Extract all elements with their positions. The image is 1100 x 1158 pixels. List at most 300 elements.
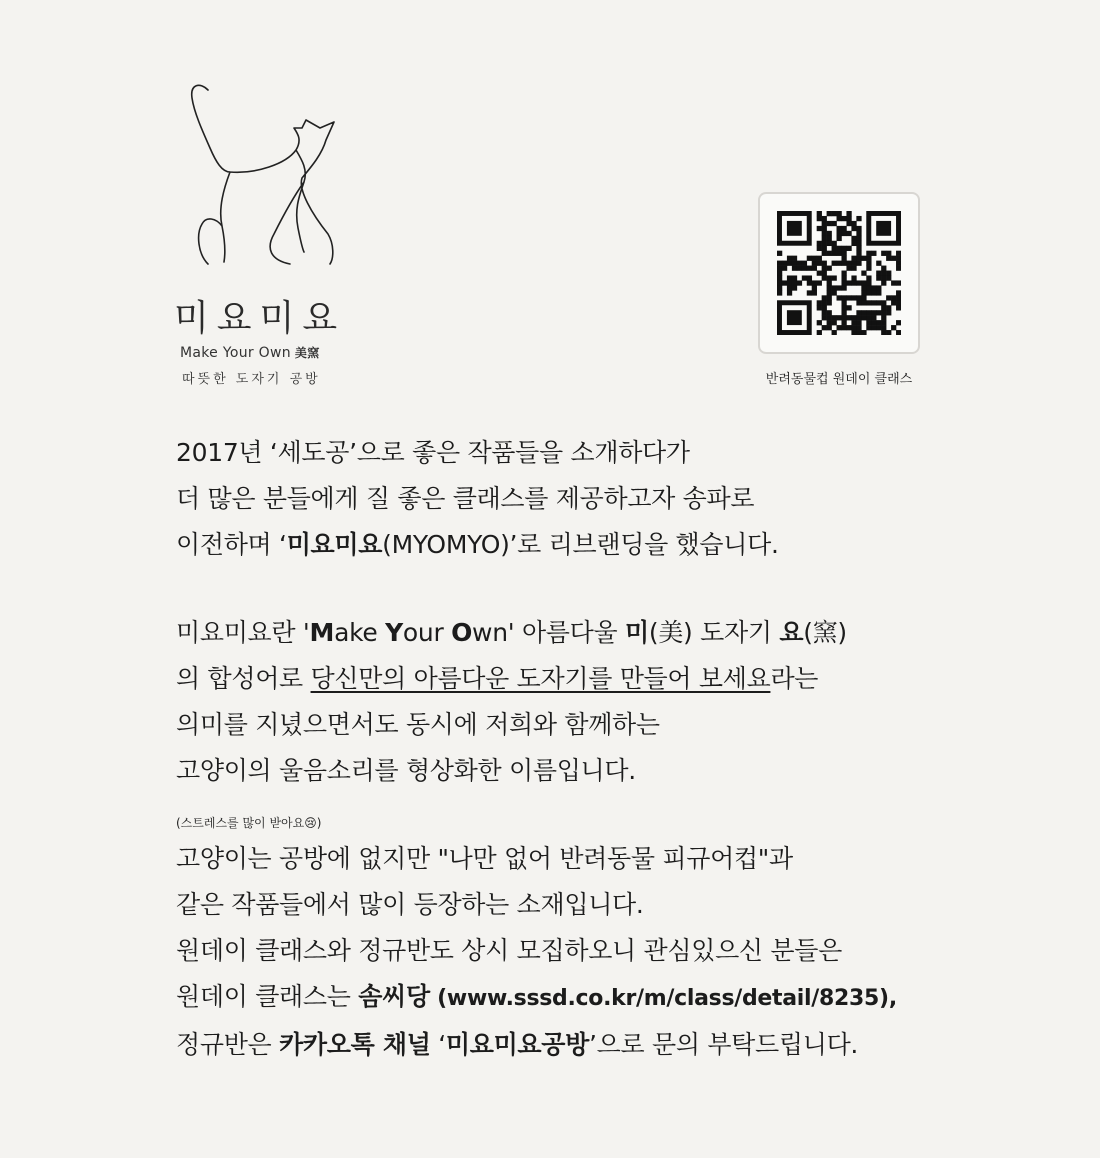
qr-module: [851, 330, 856, 335]
qr-module: [871, 320, 876, 325]
text-span: 이전하며 ‘: [176, 530, 287, 559]
qr-code-icon[interactable]: [777, 211, 901, 335]
text-span: (窯): [803, 618, 847, 647]
brand-tagline-hanja: 美窯: [294, 346, 320, 360]
qr-module: [851, 241, 856, 246]
qr-module: [866, 280, 871, 285]
qr-module: [891, 295, 896, 300]
qr-module: [861, 271, 866, 276]
qr-module: [827, 241, 832, 246]
qr-module: [876, 290, 881, 295]
qr-module: [896, 290, 901, 295]
qr-module: [827, 231, 832, 236]
qr-module: [822, 271, 827, 276]
qr-module: [896, 330, 901, 335]
qr-module: [881, 320, 886, 325]
qr-module: [841, 256, 846, 261]
qr-module: [871, 325, 876, 330]
qr-module: [891, 300, 896, 305]
qr-module: [782, 261, 787, 266]
class-info-line: [176, 974, 897, 1022]
qr-module: [792, 256, 797, 261]
brand-tagline-en-text: Make Your Own: [180, 345, 291, 361]
qr-module: [881, 280, 886, 285]
qr-module: [792, 275, 797, 280]
qr-module: [827, 325, 832, 330]
qr-module: [817, 300, 822, 305]
qr-module: [866, 315, 871, 320]
qr-module: [777, 280, 782, 285]
text-span: ake: [334, 618, 386, 647]
stress-note: (스트레스를 많이 받아요😢): [176, 816, 322, 830]
qr-module: [827, 236, 832, 241]
qr-module: [856, 241, 861, 246]
qr-module: [866, 251, 871, 256]
bold-letter: O: [451, 618, 473, 647]
class-info-paragraph: [176, 836, 897, 1068]
qr-module: [837, 251, 842, 256]
qr-module: [832, 320, 837, 325]
qr-module: [787, 256, 792, 261]
qr-module: [856, 320, 861, 325]
qr-module: [846, 216, 851, 221]
qr-module: [856, 251, 861, 256]
qr-module: [832, 275, 837, 280]
qr-module: [817, 211, 822, 216]
qr-module: [851, 256, 856, 261]
qr-module: [827, 310, 832, 315]
qr-module: [777, 251, 782, 256]
text-span: (MYOMYO)’로 리브랜딩을 했습니다.: [382, 530, 779, 559]
qr-module: [817, 330, 822, 335]
class-info-line: 같은 작품들에서 많이 등장하는 소재입니다.: [176, 890, 644, 919]
qr-module: [812, 280, 817, 285]
qr-module: [837, 216, 842, 221]
qr-module: [822, 325, 827, 330]
qr-module: [856, 280, 861, 285]
qr-module: [841, 295, 846, 300]
qr-module: [846, 231, 851, 236]
qr-module: [787, 261, 792, 266]
qr-module: [777, 271, 782, 276]
qr-module: [837, 246, 842, 251]
qr-module: [841, 261, 846, 266]
qr-module: [832, 285, 837, 290]
qr-module: [876, 275, 881, 280]
bold-letter: M: [309, 618, 335, 647]
qr-module: [886, 271, 891, 276]
qr-module: [822, 226, 827, 231]
qr-module: [792, 261, 797, 266]
qr-module: [817, 261, 822, 266]
qr-module: [871, 315, 876, 320]
platform-name: 솜씨당: [358, 982, 430, 1011]
class-info-line: 고양이는 공방에 없지만 "나만 없어 반려동물 피규어컵"과: [176, 844, 793, 873]
qr-module: [861, 330, 866, 335]
qr-module: [841, 271, 846, 276]
line-drawing-cat-icon: [170, 78, 370, 278]
qr-module: [866, 300, 871, 305]
meaning-line: 고양이의 울음소리를 형상화한 이름입니다.: [176, 756, 636, 785]
qr-module: [827, 251, 832, 256]
qr-module: [861, 295, 866, 300]
kakao-channel: 카카오톡 채널: [279, 1030, 431, 1059]
qr-module: [822, 310, 827, 315]
class-url-link[interactable]: (www.sssd.co.kr/m/class/detail/8235),: [429, 986, 897, 1011]
qr-module: [871, 251, 876, 256]
qr-module: [876, 320, 881, 325]
qr-module: [866, 320, 871, 325]
qr-module: [837, 261, 842, 266]
qr-module: [822, 315, 827, 320]
qr-module: [851, 315, 856, 320]
qr-module: [896, 280, 901, 285]
qr-module: [881, 300, 886, 305]
qr-module: [841, 325, 846, 330]
qr-module: [782, 280, 787, 285]
qr-module: [822, 261, 827, 266]
qr-module: [896, 295, 901, 300]
qr-module: [851, 226, 856, 231]
qr-module: [827, 290, 832, 295]
qr-module: [871, 290, 876, 295]
qr-module: [827, 285, 832, 290]
qr-module: [832, 330, 837, 335]
qr-module: [886, 256, 891, 261]
qr-module: [866, 275, 871, 280]
text-span: our: [402, 618, 452, 647]
text-span: 의 합성어로: [176, 664, 311, 693]
qr-module: [876, 285, 881, 290]
qr-module: [787, 310, 802, 325]
qr-module: [827, 275, 832, 280]
qr-module: [822, 216, 827, 221]
qr-module: [822, 300, 827, 305]
qr-module: [797, 280, 802, 285]
qr-module: [881, 266, 886, 271]
meaning-line: 의미를 지녔으면서도 동시에 저희와 함께하는: [176, 710, 660, 739]
qr-module: [846, 266, 851, 271]
qr-module: [837, 285, 842, 290]
qr-module: [812, 285, 817, 290]
qr-module: [787, 221, 802, 236]
qr-module: [876, 300, 881, 305]
qr-module: [861, 280, 866, 285]
qr-module: [822, 221, 827, 226]
qr-module: [822, 275, 827, 280]
qr-module: [827, 211, 832, 216]
qr-module: [856, 216, 861, 221]
qr-module: [841, 310, 846, 315]
qr-module: [832, 315, 837, 320]
qr-module: [807, 266, 812, 271]
qr-module: [787, 285, 792, 290]
qr-module: [807, 280, 812, 285]
qr-module: [817, 305, 822, 310]
intro-line: 2017년 ‘세도공’으로 좋은 작품들을 소개하다가: [176, 438, 690, 467]
qr-module: [841, 320, 846, 325]
qr-module: [896, 266, 901, 271]
qr-module: [792, 280, 797, 285]
channel-name: 미요미요공방: [445, 1030, 589, 1059]
qr-module: [846, 325, 851, 330]
qr-module: [822, 231, 827, 236]
qr-module: [792, 285, 797, 290]
qr-module: [861, 285, 866, 290]
qr-module: [881, 275, 886, 280]
qr-module: [841, 226, 846, 231]
qr-module: [817, 241, 822, 246]
qr-module: [841, 216, 846, 221]
qr-module: [827, 280, 832, 285]
qr-module: [792, 266, 797, 271]
qr-module: [837, 231, 842, 236]
qr-module: [896, 320, 901, 325]
intro-line: [176, 522, 779, 568]
qr-module: [787, 280, 792, 285]
qr-module: [832, 241, 837, 246]
qr-module: [856, 330, 861, 335]
qr-module: [822, 241, 827, 246]
intro-line: 더 많은 분들에게 질 좋은 클래스를 제공하고자 송파로: [176, 484, 755, 513]
qr-module: [886, 305, 891, 310]
qr-module: [787, 275, 792, 280]
qr-module: [841, 251, 846, 256]
qr-module: [891, 256, 896, 261]
qr-module: [812, 261, 817, 266]
qr-module: [846, 246, 851, 251]
qr-module: [837, 325, 842, 330]
qr-module: [817, 256, 822, 261]
bold-letter: 요: [779, 618, 804, 647]
qr-module: [832, 221, 837, 226]
qr-module: [841, 305, 846, 310]
qr-module: [832, 246, 837, 251]
qr-module: [886, 275, 891, 280]
qr-module: [846, 295, 851, 300]
qr-module: [787, 290, 792, 295]
qr-module: [837, 315, 842, 320]
qr-module: [896, 256, 901, 261]
text-span: (美) 도자기: [648, 618, 780, 647]
qr-caption: 반려동물컵 원데이 클래스: [765, 372, 913, 387]
qr-module: [881, 251, 886, 256]
qr-module: [827, 315, 832, 320]
qr-module: [822, 305, 827, 310]
qr-module: [856, 226, 861, 231]
qr-module: [777, 290, 782, 295]
qr-module: [827, 300, 832, 305]
qr-module: [876, 310, 881, 315]
meaning-line: [176, 656, 847, 702]
qr-module: [886, 251, 891, 256]
qr-module: [851, 261, 856, 266]
qr-module: [851, 275, 856, 280]
qr-module: [896, 305, 901, 310]
qr-module: [856, 236, 861, 241]
qr-module: [861, 290, 866, 295]
qr-module: [841, 231, 846, 236]
qr-module: [861, 315, 866, 320]
qr-module: [817, 271, 822, 276]
qr-module: [861, 310, 866, 315]
qr-module: [777, 275, 782, 280]
qr-module: [822, 236, 827, 241]
qr-module: [856, 325, 861, 330]
qr-module: [812, 256, 817, 261]
bold-letter: Y: [385, 618, 403, 647]
text-span: 정규반은: [176, 1030, 280, 1059]
qr-module: [861, 300, 866, 305]
text-span: wn' 아름다울: [472, 618, 626, 647]
qr-module: [881, 325, 886, 330]
qr-module: [851, 325, 856, 330]
qr-module: [817, 280, 822, 285]
qr-module: [896, 251, 901, 256]
qr-module: [817, 226, 822, 231]
qr-module: [797, 261, 802, 266]
qr-module: [841, 275, 846, 280]
qr-module: [837, 211, 842, 216]
qr-module: [876, 325, 881, 330]
qr-module: [802, 261, 807, 266]
qr-module: [866, 285, 871, 290]
qr-module: [881, 310, 886, 315]
qr-module: [832, 261, 837, 266]
text-span: 미요미요란 ': [176, 618, 310, 647]
qr-module: [896, 300, 901, 305]
qr-module: [777, 285, 782, 290]
qr-module: [886, 310, 891, 315]
qr-module: [827, 320, 832, 325]
qr-module: [856, 310, 861, 315]
qr-module: [876, 221, 891, 236]
qr-module: [827, 221, 832, 226]
qr-module: [837, 236, 842, 241]
qr-module: [856, 261, 861, 266]
qr-module: [846, 261, 851, 266]
text-span: 라는: [770, 664, 819, 693]
qr-module: [837, 226, 842, 231]
qr-module: [851, 280, 856, 285]
brand-tagline-ko: 따뜻한 도자기 공방: [182, 372, 321, 387]
qr-module: [861, 256, 866, 261]
qr-module: [871, 285, 876, 290]
brand-tagline-en: [180, 344, 320, 361]
qr-module: [881, 271, 886, 276]
qr-module: [881, 330, 886, 335]
qr-module: [822, 295, 827, 300]
qr-module: [827, 295, 832, 300]
qr-module: [817, 320, 822, 325]
qr-module: [876, 271, 881, 276]
qr-module: [837, 295, 842, 300]
qr-module: [871, 300, 876, 305]
meaning-paragraph: [176, 610, 847, 794]
text-span: ‘: [430, 1030, 446, 1059]
qr-module: [886, 295, 891, 300]
meaning-line: [176, 610, 847, 656]
qr-module: [802, 266, 807, 271]
qr-module: [896, 261, 901, 266]
qr-module: [817, 216, 822, 221]
qr-module: [807, 290, 812, 295]
qr-module: [881, 315, 886, 320]
qr-module: [881, 305, 886, 310]
qr-module: [846, 221, 851, 226]
qr-module: [856, 295, 861, 300]
qr-module: [832, 211, 837, 216]
class-info-line: 원데이 클래스와 정규반도 상시 모집하오니 관심있으신 분들은: [176, 936, 842, 965]
text-span: 원데이 클래스는: [176, 982, 359, 1011]
qr-module: [841, 280, 846, 285]
qr-module: [876, 261, 881, 266]
qr-module: [856, 256, 861, 261]
qr-module: [866, 325, 871, 330]
qr-module: [866, 261, 871, 266]
qr-module: [866, 256, 871, 261]
underlined-phrase: 당신만의 아름다운 도자기를 만들어 보세요: [310, 664, 771, 693]
qr-module: [856, 231, 861, 236]
qr-module: [841, 300, 846, 305]
qr-module: [886, 330, 891, 335]
qr-module: [812, 290, 817, 295]
qr-module: [841, 285, 846, 290]
qr-module: [866, 266, 871, 271]
qr-module: [851, 236, 856, 241]
qr-module: [856, 246, 861, 251]
qr-module: [891, 325, 896, 330]
intro-paragraph: [176, 430, 779, 568]
qr-module: [846, 211, 851, 216]
qr-module: [802, 275, 807, 280]
qr-module: [832, 290, 837, 295]
qr-module: [846, 280, 851, 285]
qr-code-box[interactable]: [758, 192, 920, 354]
text-span: ’으로 문의 부탁드립니다.: [588, 1030, 859, 1059]
qr-module: [841, 315, 846, 320]
qr-module: [822, 251, 827, 256]
brand-highlight: 미요미요: [286, 530, 383, 559]
qr-module: [851, 266, 856, 271]
class-info-line: [176, 1022, 897, 1068]
qr-module: [856, 300, 861, 305]
qr-module: [807, 256, 812, 261]
qr-module: [812, 266, 817, 271]
qr-module: [827, 266, 832, 271]
qr-module: [851, 295, 856, 300]
qr-module: [777, 266, 782, 271]
qr-module: [822, 246, 827, 251]
qr-module: [866, 290, 871, 295]
bold-letter: 미: [625, 618, 649, 647]
qr-module: [891, 280, 896, 285]
qr-module: [807, 275, 812, 280]
qr-module: [817, 246, 822, 251]
qr-module: [797, 266, 802, 271]
qr-module: [841, 246, 846, 251]
qr-module: [822, 266, 827, 271]
qr-module: [866, 310, 871, 315]
qr-module: [846, 305, 851, 310]
qr-module: [846, 315, 851, 320]
qr-module: [871, 310, 876, 315]
brand-name: 미요미요: [174, 298, 346, 339]
qr-module: [777, 261, 782, 266]
qr-module: [851, 221, 856, 226]
qr-module: [851, 320, 856, 325]
qr-module: [856, 315, 861, 320]
